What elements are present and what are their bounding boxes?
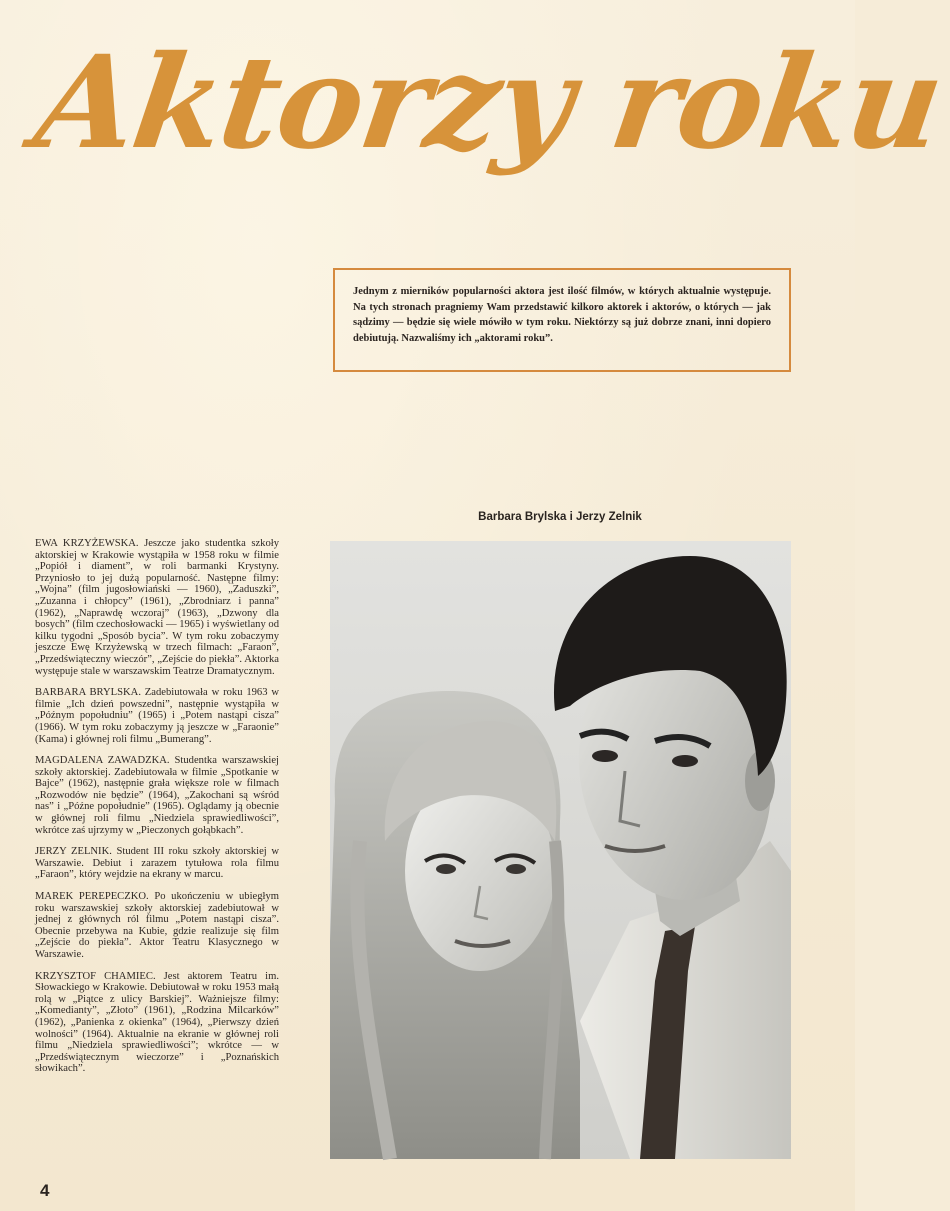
- page-number: 4: [40, 1181, 50, 1200]
- actors-photo-illustration: [330, 541, 791, 1159]
- photo-caption: Barbara Brylska i Jerzy Zelnik: [478, 511, 642, 523]
- bio-krzysztof-chamiec: KRZYSZTOF CHAMIEC. Jest aktorem Teatru im. Słowackiego w Krakowie. Debiutował w roku 1953 małą rolą w „Piątce z ulicy Barskiej”. Ważniejsze filmy: „Komedianty”, „Złoto” (1961), „Rodzina Milcarków” (1962), „Panienka z okienka” (1964), „Pierwszy dzień wolności” (1964). Aktualnie na ekranie w głównej roli filmu „Niedziela sprawiedliwości”; wkrótce — w „Przedświątecznym wieczorze” i „Poznańskich słowikach”.: [35, 970, 279, 1075]
- bio-marek-perepeczko: MAREK PEREPECZKO. Po ukończeniu w ubiegłym roku warszawskiej szkoły aktorskiej zadebiutował w jednej z głównych ról filmu „Potem nastąpi cisza”. Obecnie przebywa na Kubie, gdzie realizuje się film „Zejście do piekła”. Aktor Teatru Klasycznego w Warszawie.: [35, 891, 279, 960]
- page-title: Aktorzy roku: [26, 28, 950, 178]
- bio-jerzy-zelnik: JERZY ZELNIK. Student III roku szkoły aktorskiej w Warszawie. Debiut i zarazem tytułowa rola filmu „Faraon”, który wejdzie na ekrany w marcu.: [35, 846, 279, 881]
- bio-ewa-krzyzewska: EWA KRZYŻEWSKA. Jeszcze jako studentka szkoły aktorskiej w Krakowie wystąpiła w 1958 roku w filmie „Popiół i diament”, w roli barmanki Krystyny. Przyniosło to jej dużą popularność. Następne filmy: „Wojna” (film jugosłowiański — 1960), „Zaduszki”, „Zuzanna i chłopcy” (1961), „Zbrodniarz i panna” (1962), „Naprawdę wczoraj” (1963), „Dzwony dla bosych” (film czechosłowacki — 1965) i wyświetlany od kilku tygodni „Sposób bycia”. W tym roku zobaczymy jeszcze Ewę Krzyżewską w trzech filmach: „Faraon”, „Przedświąteczny wieczór”, „Zejście do piekła”. Aktorka występuje stale w warszawskim Teatrze Dramatycznym.: [35, 538, 279, 677]
- intro-text: Jednym z mierników popularności aktora jest ilość filmów, w których aktualnie występuje. Na tych stronach pragniemy Wam przedstawić kilkoro aktorek i aktorów, o których — jak sądzimy — będzie się wiele mówiło w tym roku. Niektórzy są już dobrze znani, inni dopiero debiutują. Nazwaliśmy ich „aktorami roku”.: [353, 286, 771, 344]
- bio-magdalena-zawadzka: MAGDALENA ZAWADZKA. Studentka warszawskiej szkoły aktorskiej. Zadebiutowała w filmie „Spotkanie w Bajce” (1962), następnie grała większe role w filmach „Rozwodów nie będzie” (1964), „Zakochani są wśród nas” i „Późne popołudnie” (1965). Oglądamy ją obecnie w głównej roli filmu „Niedziela sprawiedliwości”, wkrótce zaś ujrzymy w „Pieczonych gołąbkach”.: [35, 755, 279, 836]
- intro-box: [333, 268, 791, 372]
- actors-photo: [330, 541, 791, 1159]
- bio-barbara-brylska: BARBARA BRYLSKA. Zadebiutowała w roku 1963 w filmie „Ich dzień powszedni”, następnie wystąpiła w „Późnym popołudniu” (1965) i „Potem nastąpi cisza” (1966). W tym roku zobaczymy ją jeszcze w „Faraonie” (Kama) i głównej roli filmu „Bumerang”.: [35, 687, 279, 745]
- bios-column: [35, 538, 279, 1085]
